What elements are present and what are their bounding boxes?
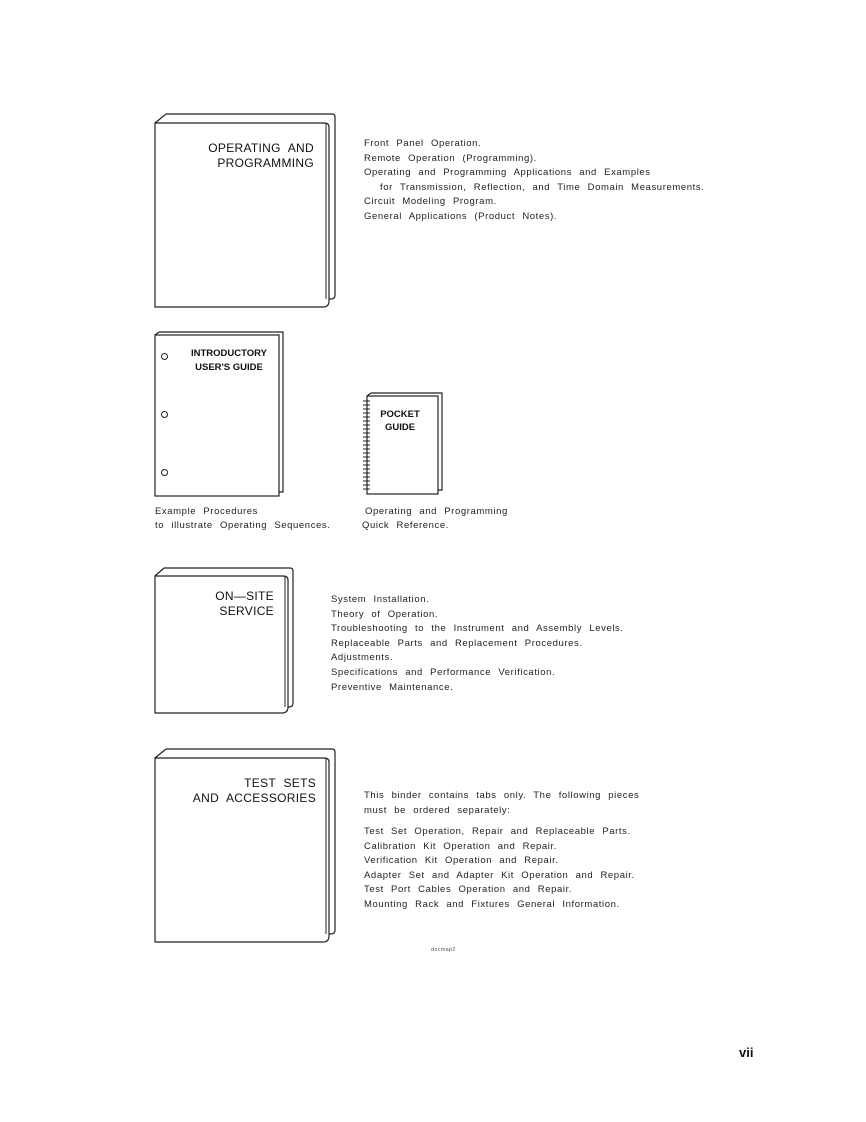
binder-hole-icon [161, 411, 168, 418]
description-line: Adjustments. [331, 652, 394, 664]
description-line: Calibration Kit Operation and Repair. [364, 840, 557, 852]
description-line: Test Set Operation, Repair and Replaceable Parts. [364, 826, 631, 837]
binder-hole-icon [161, 469, 168, 476]
description-line: Theory of Operation. [331, 608, 439, 620]
description-line: Front Panel Operation. [364, 138, 482, 149]
caption-line: Operating and Programming [365, 506, 508, 517]
introductory-guide-caption [155, 505, 331, 533]
on-site-service-description [331, 593, 624, 695]
description-line: System Installation. [331, 594, 430, 605]
description-line: Mounting Rack and Fixtures General Information. [364, 898, 620, 910]
page-number: vii [739, 1045, 754, 1060]
description-line: Test Port Cables Operation and Repair. [364, 884, 573, 896]
book-title: POCKET GUIDE [380, 409, 420, 433]
description-line: must be ordered separately: [364, 804, 511, 816]
description-line: Replaceable Parts and Replacement Procedures. [331, 637, 583, 649]
pocket-guide-book [362, 392, 446, 498]
description-line: Remote Operation (Programming). [364, 152, 537, 164]
operating-programming-binder [154, 113, 338, 311]
figure-reference: docmap2 [431, 947, 456, 953]
caption-line: to illustrate Operating Sequences. [155, 520, 331, 531]
test-sets-binder [154, 748, 338, 946]
binder-hole-icon [161, 353, 168, 360]
operating-programming-description [364, 137, 704, 225]
description-line: This binder contains tabs only. The following pieces [364, 790, 640, 801]
description-line: Troubleshooting to the Instrument and Assembly Levels. [331, 623, 624, 635]
book-title: INTRODUCTORY USER'S GUIDE [191, 348, 267, 373]
description-line: General Applications (Product Notes). [364, 210, 558, 222]
description-line: Preventive Maintenance. [331, 681, 454, 693]
binder-title: ON—SITE SERVICE [215, 589, 274, 618]
test-sets-description [364, 825, 635, 913]
description-line: Adapter Set and Adapter Kit Operation and Repair. [364, 869, 635, 881]
pocket-guide-caption [362, 505, 508, 533]
caption-line: Quick Reference. [362, 520, 449, 531]
description-line: for Transmission, Reflection, and Time Domain Measurements. [380, 181, 705, 193]
on-site-service-binder [154, 567, 296, 717]
description-line: Specifications and Performance Verification. [331, 666, 556, 678]
description-line: Operating and Programming Applications and Examples [364, 167, 651, 179]
test-sets-intro [364, 789, 639, 818]
binder-title: TEST SETS AND ACCESSORIES [192, 776, 316, 805]
binder-title: OPERATING AND PROGRAMMING [208, 141, 314, 170]
introductory-guide-book [154, 331, 288, 499]
description-line: Verification Kit Operation and Repair. [364, 855, 559, 867]
description-line: Circuit Modeling Program. [364, 196, 497, 208]
caption-line: Example Procedures [155, 506, 258, 517]
